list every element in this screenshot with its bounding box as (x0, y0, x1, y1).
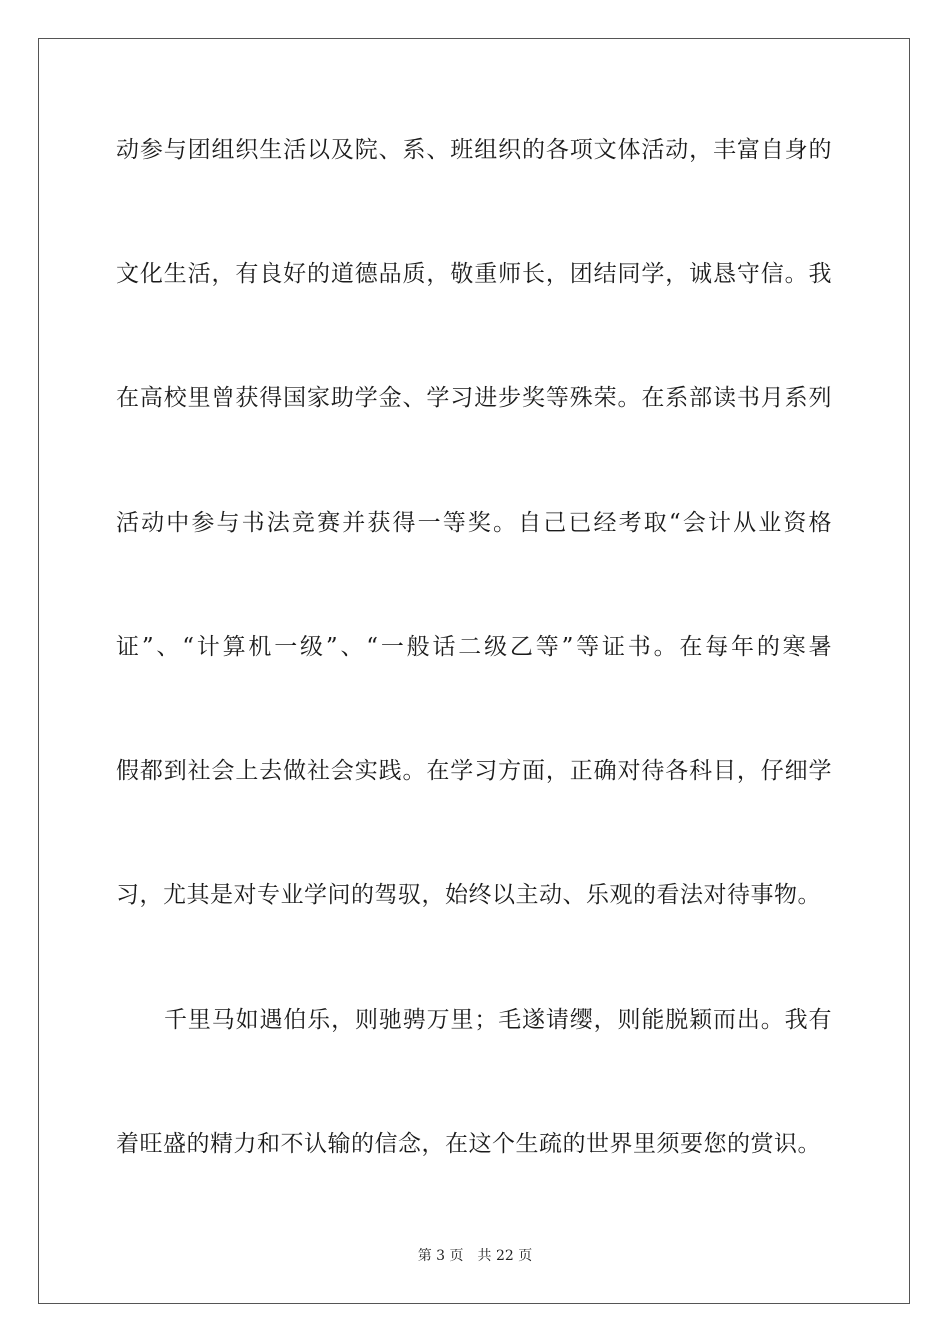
page-frame (38, 38, 910, 1304)
paragraph-line: 文化生活，有良好的道德品质，敬重师长，团结同学，诚恳守信。我 (116, 261, 832, 287)
paragraph-line: 着旺盛的精力和不认输的信念，在这个生疏的世界里须要您的赏识。 (116, 1131, 821, 1157)
paragraph-line: 假都到社会上去做社会实践。在学习方面，正确对待各科目，仔细学 (116, 758, 832, 784)
page-number: 第 3 页 (417, 1248, 464, 1264)
paragraph-line: 活动中参与书法竞赛并获得一等奖。自己已经考取“会计从业资格 (116, 510, 832, 536)
paragraph-line: 在高校里曾获得国家助学金、学习进步奖等殊荣。在系部读书月系列 (116, 385, 832, 411)
paragraph-line: 千里马如遇伯乐，则驰骋万里；毛遂请缨，则能脱颖而出。我有 (164, 1007, 832, 1033)
paragraph-line: 习，尤其是对专业学问的驾驭，始终以主动、乐观的看法对待事物。 (116, 882, 821, 908)
page-total: 共 22 页 (477, 1248, 533, 1264)
page-footer (0, 1246, 950, 1266)
paragraph-line: 动参与团组织生活以及院、系、班组织的各项文体活动，丰富自身的 (116, 137, 832, 163)
paragraph-line: 证”、“计算机一级”、“一般话二级乙等”等证书。在每年的寒暑 (116, 634, 832, 660)
